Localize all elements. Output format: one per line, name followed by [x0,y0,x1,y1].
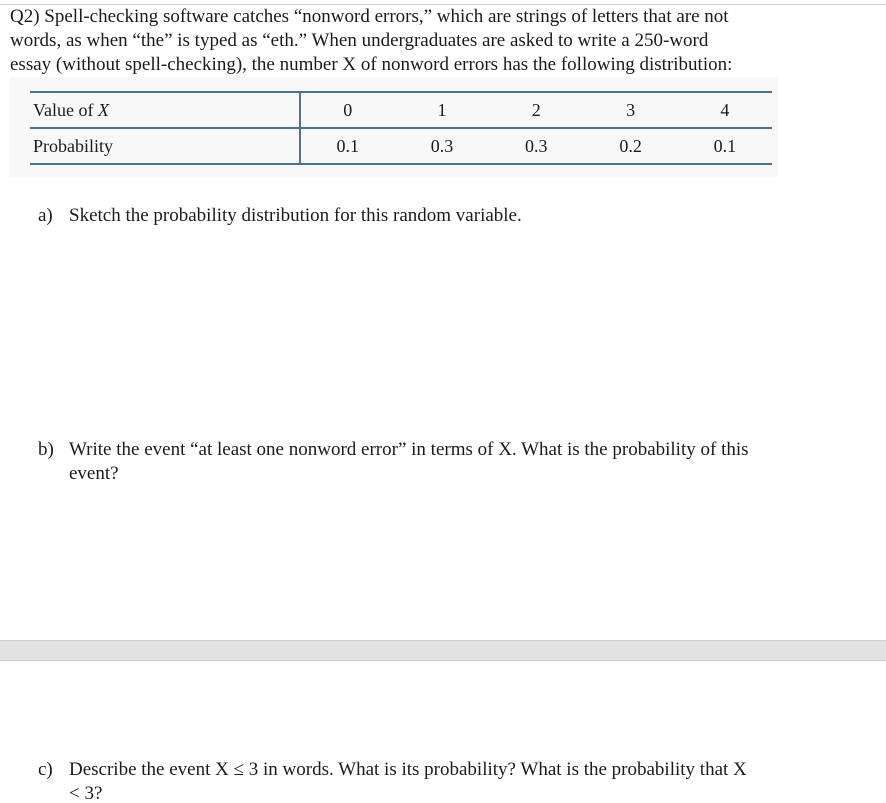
probability-cell: 0.3 [395,128,489,164]
question-a [38,204,808,228]
question-b-line-2: event? [69,463,119,484]
value-cell: 3 [583,92,677,128]
question-c-text [69,758,808,803]
question-b-line-1: Write the event “at least one nonword error” in terms of X. What is the probability of this [69,439,749,460]
value-cell: 0 [300,92,395,128]
value-row-label [30,92,300,128]
distribution-table [30,91,772,165]
question-c-line-1: Describe the event X ≤ 3 in words. What is its probability? What is the probability that X [69,759,747,780]
question-a-letter: a) [38,205,53,226]
probability-cell: 0.1 [300,128,395,164]
intro-line-1: Q2) Spell-checking software catches “nonword errors,” which are strings of letters that are not [10,6,729,27]
question-b-text [69,438,808,486]
question-intro [10,5,880,77]
probability-row-label: Probability [30,128,300,164]
probability-cell: 0.1 [678,128,772,164]
question-c-letter: c) [38,759,53,780]
value-label-variable: X [97,99,109,120]
question-c [38,758,808,803]
question-b [38,438,808,486]
question-c-line-2: < 3? [69,783,103,803]
intro-line-3: essay (without spell-checking), the number X of nonword errors has the following distribution: [10,54,733,75]
value-label-prefix: Value of [33,99,98,120]
distribution-table-panel [10,77,778,177]
intro-line-2: words, as when “the” is typed as “eth.” When undergraduates are asked to write a 250-word [10,30,709,51]
value-cell: 1 [395,92,489,128]
value-row [30,92,772,128]
question-b-letter: b) [38,439,54,460]
page-break-band [0,640,886,661]
probability-cell: 0.2 [583,128,677,164]
probability-row [30,128,772,164]
question-a-text: Sketch the probability distribution for this random variable. [69,205,522,226]
probability-cell: 0.3 [489,128,583,164]
value-cell: 2 [489,92,583,128]
value-cell: 4 [678,92,772,128]
